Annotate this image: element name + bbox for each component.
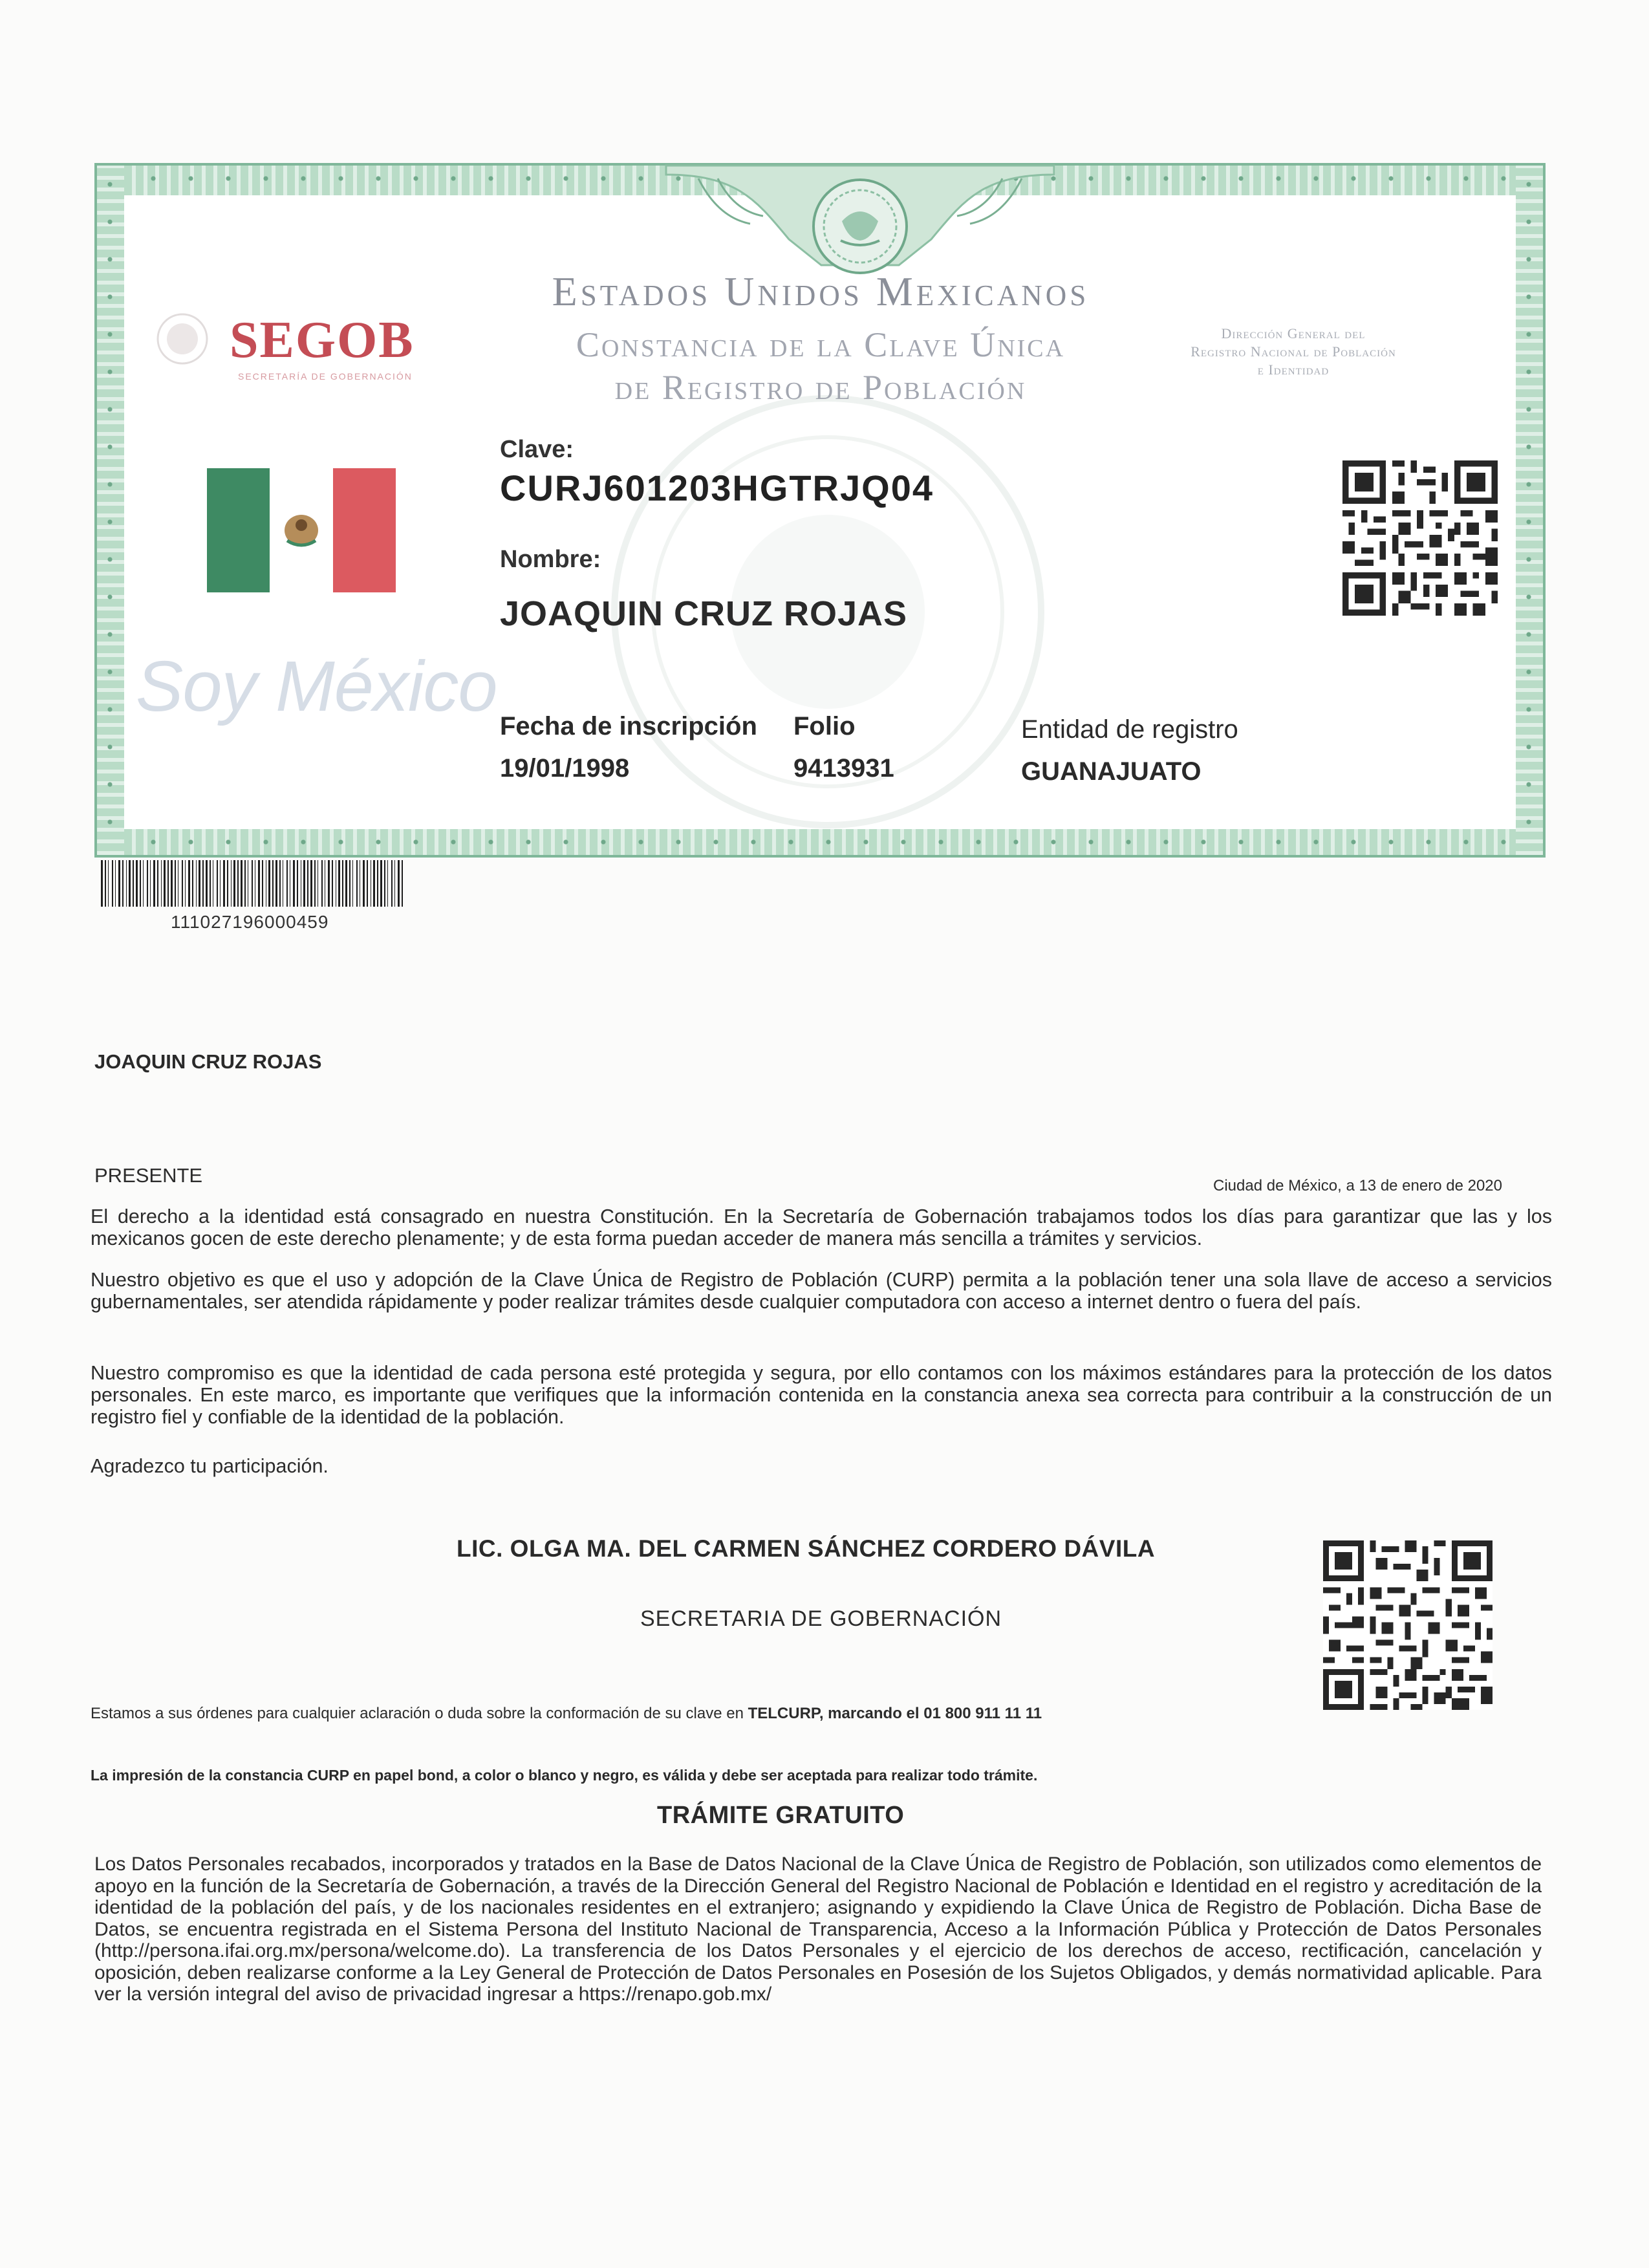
letter-closing: Agradezco tu participación. bbox=[91, 1455, 329, 1477]
frame-border-right bbox=[1516, 166, 1543, 855]
contact-line bbox=[91, 1705, 1042, 1723]
segob-subtitle: SECRETARÍA DE GOBERNACIÓN bbox=[238, 371, 413, 382]
privacy-notice: Los Datos Personales recabados, incorporados y tratados en la Base de Datos Nacional de la Clave Única de Registro de Población, son utilizados como elementos de apoyo en la función de la Secretaría de Gobernación, a través de la Dirección General del Registro Nacional de Población e Identidad en el registro y acreditación de la identidad de la población del país, y de los nacionales residentes en el extranjero; asignando y expidiendo la Clave Única de Registro de Población. Dicha Base de Datos, se encuentra registrada en el Sistema Persona del Instituto Nacional de Transparencia, Acceso a la Información Pública y Protección de Datos Personales (http://persona.ifai.org.mx/persona/welcome.do). La transferencia de los Datos Personales y el ejercicio de los derechos de acceso, rectificación, cancelación y oposición, deben realizarse conforme a la Ley General de Protección de Datos Personales en Posesión de los Sujetos Obligados, y demás normatividad aplicable. Para ver la versión integral del aviso de privacidad ingresar a https://renapo.gob.mx/ bbox=[94, 1853, 1542, 2005]
contact-phone: TELCURP, marcando el 01 800 911 11 11 bbox=[748, 1705, 1042, 1722]
place-date: Ciudad de México, a 13 de enero de 2020 bbox=[1213, 1177, 1502, 1194]
agency-line2: Registro Nacional de Población bbox=[1191, 343, 1396, 360]
nombre-value: JOAQUIN CRUZ ROJAS bbox=[500, 594, 908, 633]
segob-emblem-icon bbox=[155, 312, 210, 366]
clave-value: CURJ601203HGTRJQ04 bbox=[500, 468, 934, 508]
fecha-inscripcion-value: 19/01/1998 bbox=[500, 754, 630, 783]
fecha-inscripcion-label: Fecha de inscripción bbox=[500, 712, 757, 740]
signer-name: LIC. OLGA MA. DEL CARMEN SÁNCHEZ CORDERO DÁVILA bbox=[457, 1535, 1156, 1562]
contact-text: Estamos a sus órdenes para cualquier aclaración o duda sobre la conformación de su clave en bbox=[91, 1705, 748, 1722]
nombre-label: Nombre: bbox=[500, 546, 601, 573]
letter-paragraph-1: El derecho a la identidad está consagrado en nuestra Constitución. En la Secretaría de Gobernación trabajamos todos los días para garantizar que las y los mexicanos gocen de este derecho plenamente; y de esta forma puedan acceder de manera más sencilla a trámites y servicios. bbox=[91, 1205, 1552, 1249]
agency-line1: Dirección General del bbox=[1221, 325, 1366, 341]
country-heading: Estados Unidos Mexicanos bbox=[552, 268, 1090, 314]
qr-code-icon[interactable] bbox=[1342, 460, 1498, 616]
document-title-line1: Constancia de la Clave Única bbox=[576, 325, 1066, 364]
document-title-line2: de Registro de Población bbox=[614, 368, 1027, 407]
barcode-icon bbox=[101, 860, 405, 907]
slogan-watermark: Soy México bbox=[136, 647, 497, 726]
barcode-number: 111027196000459 bbox=[171, 912, 329, 932]
free-procedure-heading: TRÁMITE GRATUITO bbox=[657, 1802, 905, 1829]
curp-certificate bbox=[94, 163, 1546, 858]
entidad-registro-label: Entidad de registro bbox=[1021, 715, 1238, 744]
clave-label: Clave: bbox=[500, 436, 574, 463]
document-title bbox=[497, 323, 1144, 409]
validity-notice: La impresión de la constancia CURP en papel bond, a color o blanco y negro, es válida y debe ser aceptada para realizar todo trámite. bbox=[91, 1767, 1038, 1784]
segob-logo: SEGOB bbox=[230, 312, 415, 369]
entidad-registro-value: GUANAJUATO bbox=[1021, 757, 1202, 786]
folio-value: 9413931 bbox=[793, 754, 894, 783]
recipient-name: JOAQUIN CRUZ ROJAS bbox=[94, 1050, 322, 1073]
flag-icon bbox=[207, 468, 396, 592]
letter-paragraph-3: Nuestro compromiso es que la identidad de cada persona esté protegida y segura, por ello contamos con los máximos estándares para la protección de los datos personales. En este marco, es importante que verifiques que la información contenida en la constancia anexa sea correcta para contribuir a la construcción de un registro fiel y confiable de la identidad de la población. bbox=[91, 1362, 1552, 1428]
frame-border-left bbox=[97, 166, 124, 855]
agency-line3: e Identidad bbox=[1257, 362, 1330, 378]
signer-title: SECRETARIA DE GOBERNACIÓN bbox=[640, 1606, 1002, 1631]
folio-label: Folio bbox=[793, 712, 856, 740]
salutation: PRESENTE bbox=[94, 1164, 203, 1187]
letter-paragraph-2: Nuestro objetivo es que el uso y adopción de la Clave Única de Registro de Población (CURP) permita a la población tener una sola llave de acceso a servicios gubernamentales, ser atendida rápidamente y poder realizar trámites desde cualquier computadora con acceso a internet dentro o fuera del país. bbox=[91, 1269, 1552, 1313]
issuing-agency bbox=[1158, 325, 1429, 379]
qr-code-icon[interactable] bbox=[1323, 1540, 1493, 1710]
